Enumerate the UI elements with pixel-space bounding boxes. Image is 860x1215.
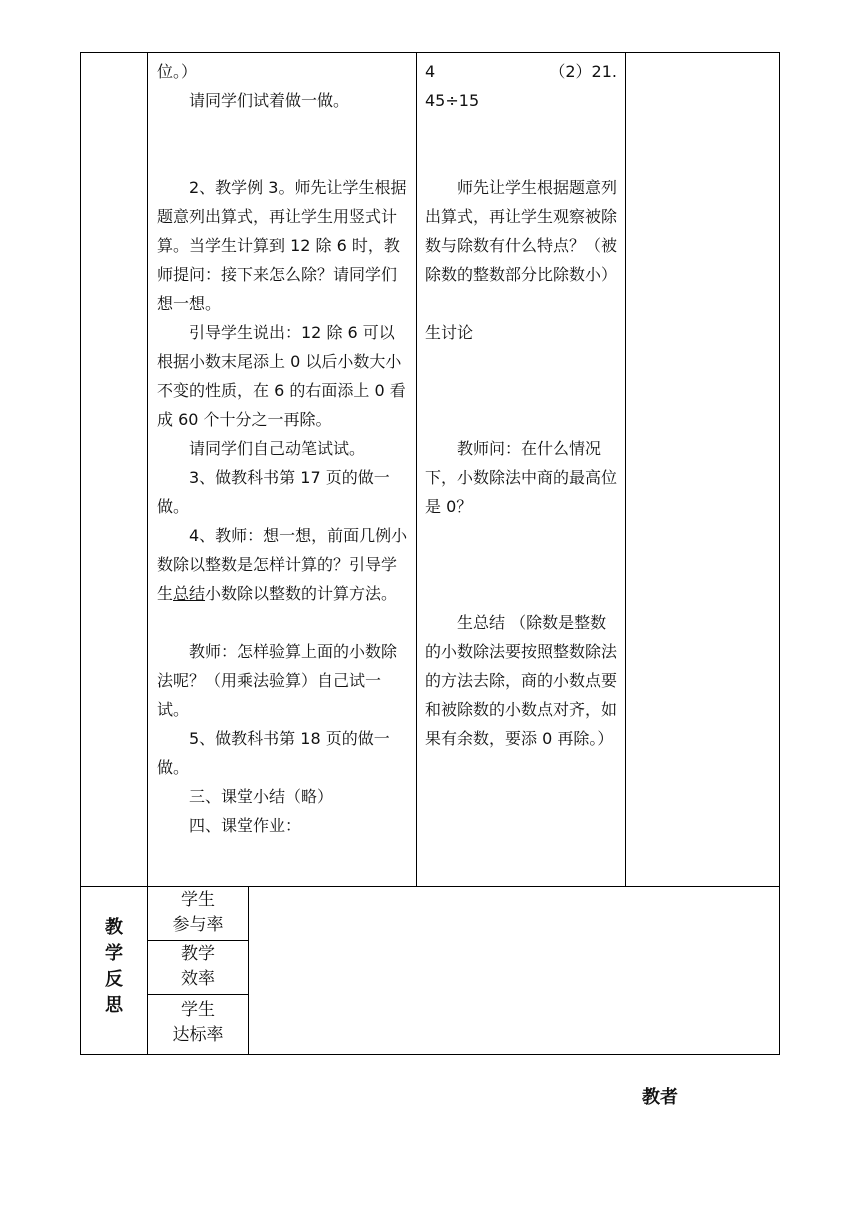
verification-paragraph: 教师：怎样验算上面的小数除法呢？（用乘法验算）自己试一试。 xyxy=(157,642,398,719)
step-4-paragraph xyxy=(157,521,409,608)
textbook-p17-line: 3、做教科书第 17 页的做一做。 xyxy=(157,468,390,516)
student-activity-cell xyxy=(425,57,617,753)
teacher-question-paragraph: 教师问：在什么情况下，小数除法中商的最高位是 0？ xyxy=(425,439,618,516)
continued-line: 位。） xyxy=(157,62,198,81)
label-line: 效率 xyxy=(181,969,215,989)
participation-rate-label xyxy=(148,888,248,938)
label-line: 学生 xyxy=(181,890,215,910)
example-3-paragraph: 2、教学例 3。师先让学生根据题意列出算式，再让学生用竖式计算。当学生计算到 12 除 6 时，教师提问：接下来怎么除？请同学们想一想。 xyxy=(157,178,407,313)
table-top-border xyxy=(80,52,780,53)
student-summary-paragraph: 生总结 （除数是整数的小数除法要按照整数除法的方法去除，商的小数点要和被除数的小数点对齐，如果有余数，要添 0 再除。） xyxy=(425,613,618,748)
table-mid-border xyxy=(80,886,780,887)
column-divider-2 xyxy=(416,52,417,887)
step-4-text-b: 小数除以整数的计算方法。 xyxy=(205,584,398,603)
teaching-reflection-title xyxy=(81,915,147,1019)
reflection-row-divider-2 xyxy=(147,994,249,995)
reflection-title-char: 学 xyxy=(105,943,123,964)
teaching-efficiency-label xyxy=(148,942,248,992)
exercise-line-2: 45÷15 xyxy=(425,91,480,110)
reflection-title-char: 思 xyxy=(105,995,123,1016)
table-bottom-border xyxy=(80,1054,780,1055)
reflection-title-char: 反 xyxy=(105,969,123,990)
guide-paragraph: 引导学生说出：12 除 6 可以根据小数末尾添上 0 以后小数大小不变的性质，在 6 的右面添上 0 看成 60 个十分之一再除。 xyxy=(157,323,406,429)
label-line: 教学 xyxy=(181,944,215,964)
try-it-line: 请同学们试着做一做。 xyxy=(189,91,350,110)
reflection-title-char: 教 xyxy=(105,917,123,938)
exercise-2-start: （2）21. xyxy=(549,62,617,81)
table-right-border xyxy=(779,52,780,1055)
exercise-number-4: 4 xyxy=(425,62,436,81)
teaching-process-cell xyxy=(157,57,409,840)
column-divider-3 xyxy=(625,52,626,887)
textbook-p18-line: 5、做教科书第 18 页的做一做。 xyxy=(157,729,390,777)
reflection-label-divider xyxy=(248,886,249,1055)
table-left-border xyxy=(80,52,81,1055)
label-line: 达标率 xyxy=(172,1025,224,1045)
pass-rate-label xyxy=(148,998,248,1048)
self-practice-line: 请同学们自己动笔试试。 xyxy=(189,439,366,458)
reflection-row-divider-1 xyxy=(147,940,249,941)
homework-line: 四、课堂作业： xyxy=(189,816,302,835)
label-line: 学生 xyxy=(181,1000,215,1020)
summary-underlined-word: 总结 xyxy=(173,584,206,603)
step-4-text-a: 4、教师：想一想，前面几例小数除以整数是怎样计算的？引导学生 xyxy=(157,526,408,603)
class-summary-line: 三、课堂小结（略） xyxy=(189,787,334,806)
label-line: 参与率 xyxy=(172,915,224,935)
discussion-line: 生讨论 xyxy=(425,323,474,342)
teacher-signature-label: 教者 xyxy=(642,1087,678,1108)
observe-paragraph: 师先让学生根据题意列出算式，再让学生观察被除数与除数有什么特点？（被除数的整数部分比除数小） xyxy=(425,178,618,284)
exercise-line-1 xyxy=(425,57,617,86)
